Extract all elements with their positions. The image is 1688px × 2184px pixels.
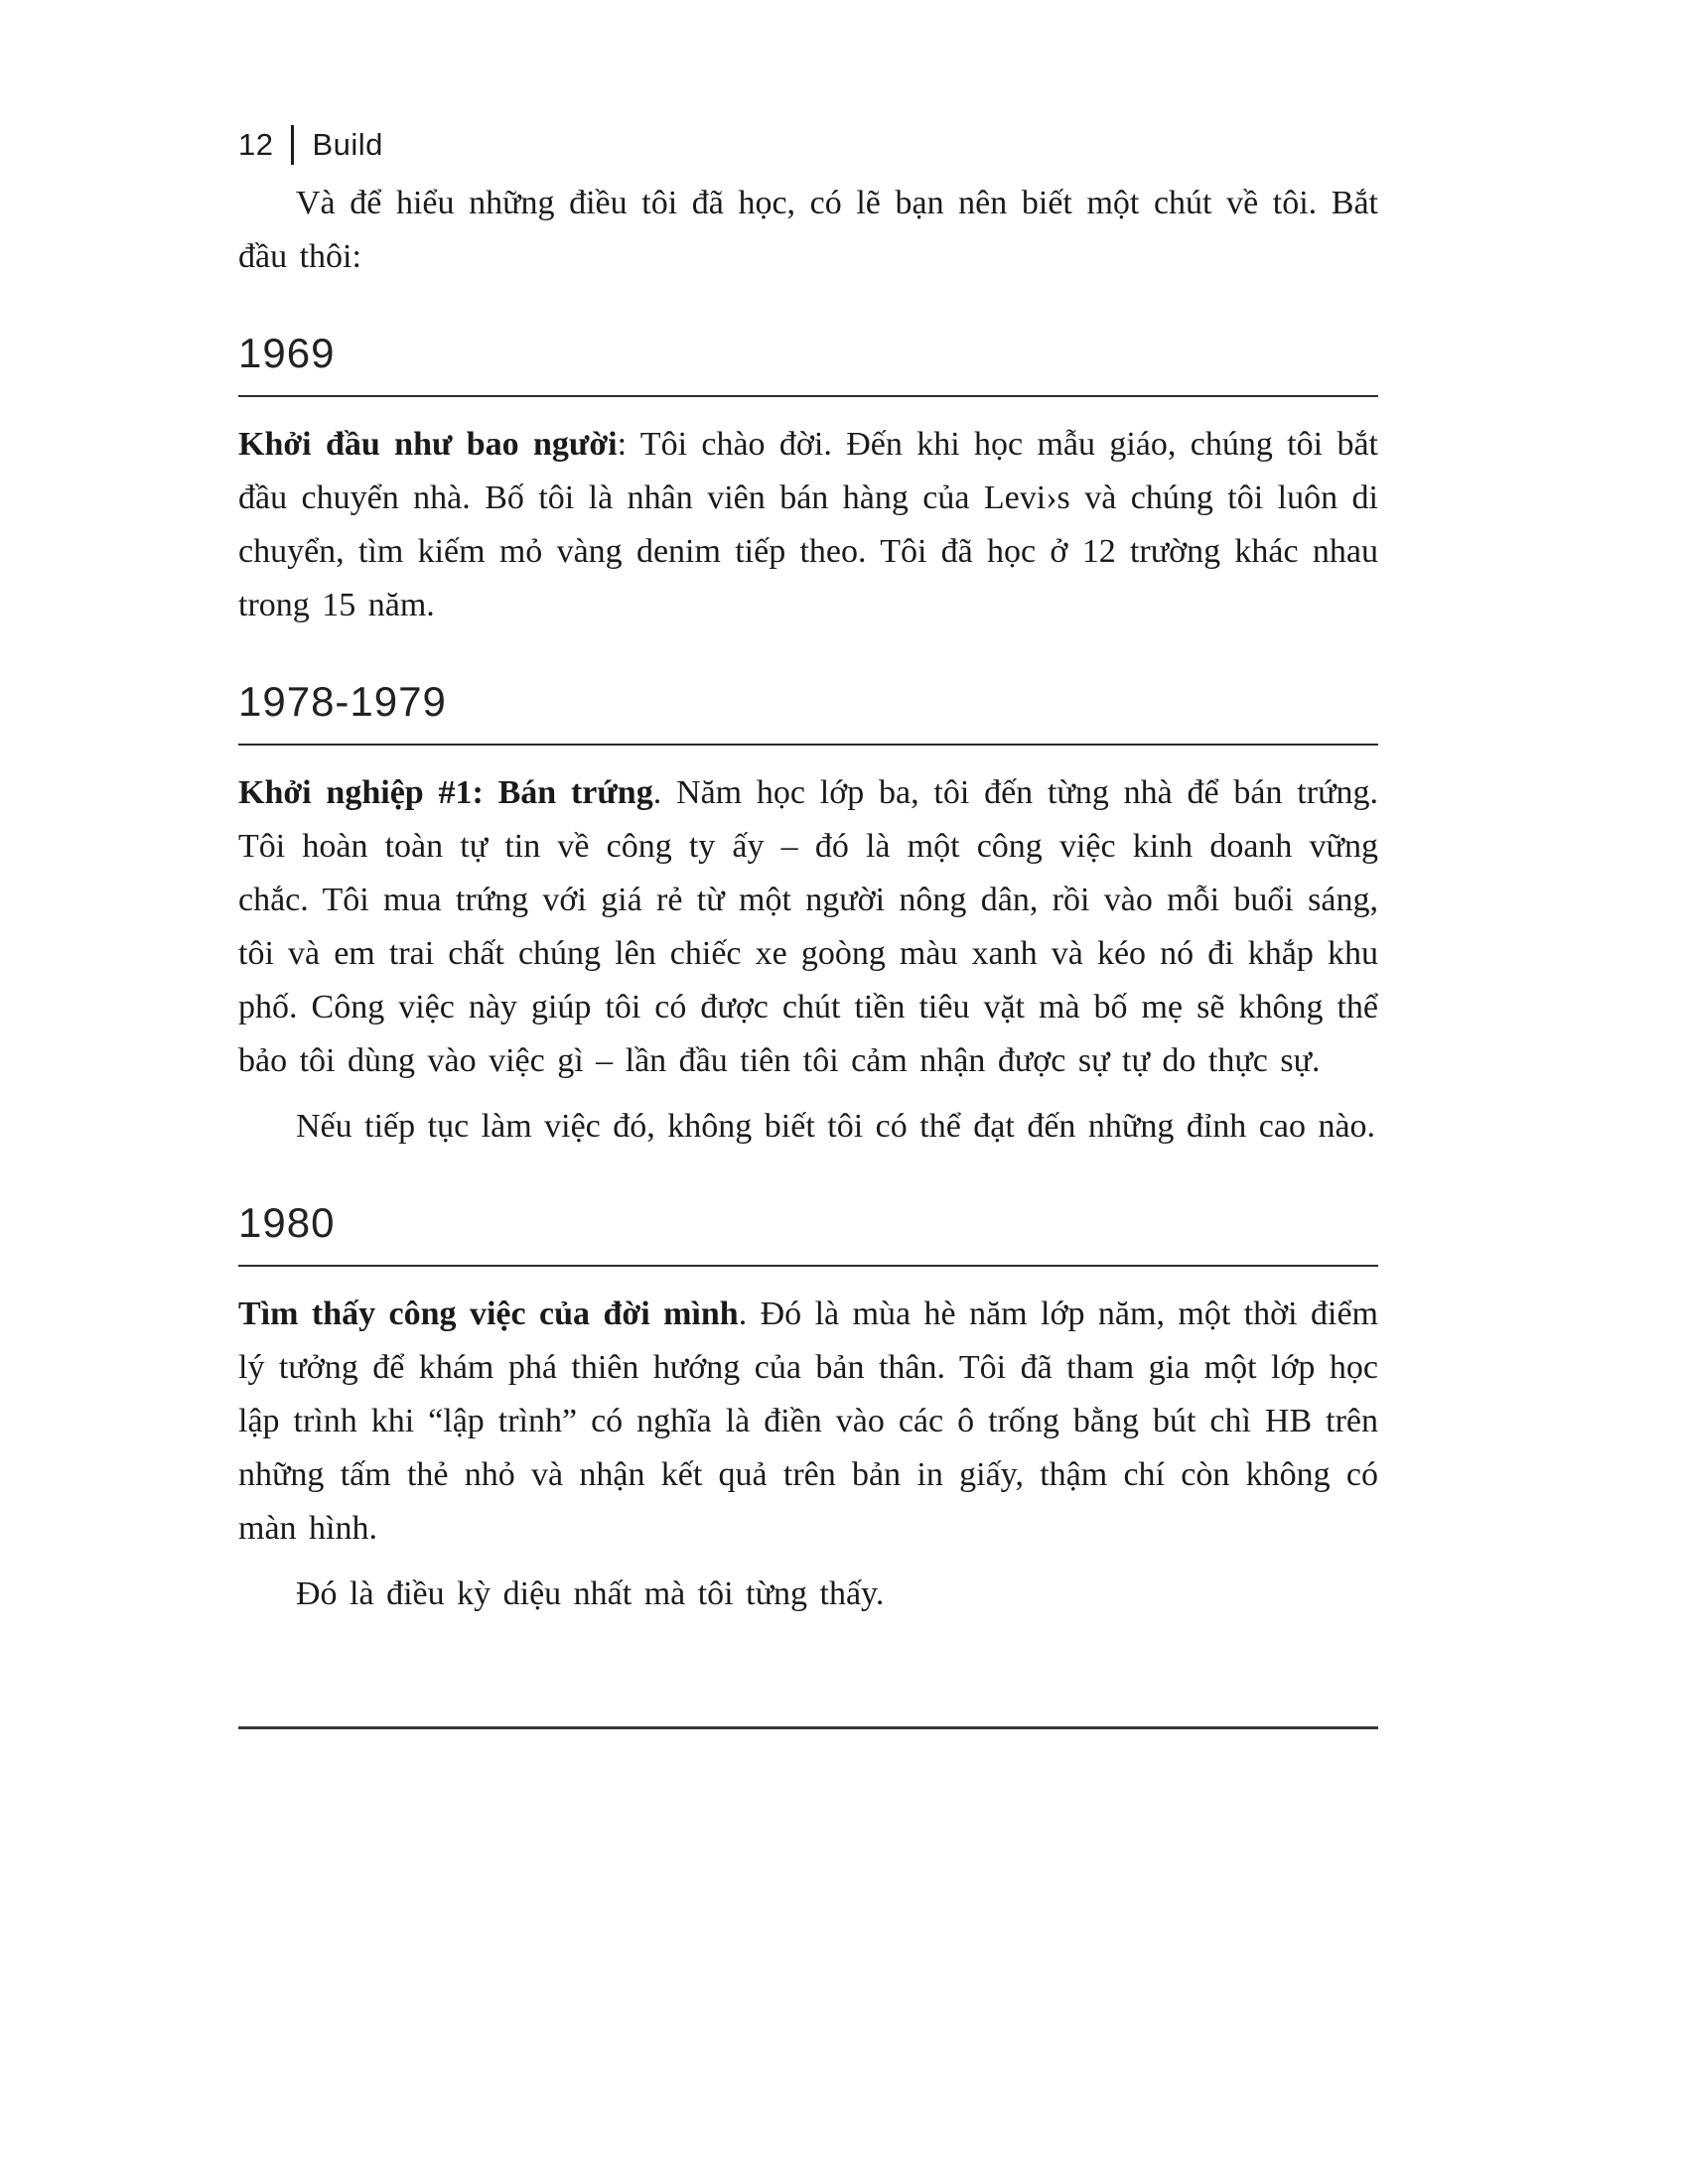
running-head xyxy=(238,125,1378,165)
book-title: Build xyxy=(312,127,383,162)
section-rule-1969 xyxy=(238,395,1378,397)
paragraph-1980-lead: Tìm thấy công việc của đời mình xyxy=(238,1296,739,1332)
section-heading-1978-1979: 1978-1979 xyxy=(238,678,447,725)
section-rule-1980 xyxy=(238,1265,1378,1267)
paragraph-1978-1979-body: . Năm học lớp ba, tôi đến từng nhà để bán trứng. Tôi hoàn toàn tự tin về công ty ấy – đó là một công việc kinh doanh vững chắc. Tôi mua trứng với giá rẻ từ một người nông dân, rồi vào mỗi buổi sáng, tôi và em trai chất chúng lên chiếc xe goòng màu xanh và kéo nó đi khắp khu phố. Công việc này giúp tôi có được chút tiền tiêu vặt mà bố mẹ sẽ không thể bảo tôi dùng vào việc gì – lần đầu tiên tôi cảm nhận được sự tự do thực sự. xyxy=(238,774,1378,1079)
footer-rule xyxy=(238,1726,1378,1729)
paragraph-1969-lead: Khởi đầu như bao người xyxy=(238,426,618,463)
section-heading-1980: 1980 xyxy=(238,1199,336,1246)
intro-paragraph: Và để hiểu những điều tôi đã học, có lẽ bạn nên biết một chút về tôi. Bắt đầu thôi: xyxy=(238,185,1378,275)
paragraph-1978-1979-lead: Khởi nghiệp #1: Bán trứng xyxy=(238,774,653,811)
page-number: 12 xyxy=(238,127,274,162)
paragraph-1969-body: : Tôi chào đời. Đến khi học mẫu giáo, chúng tôi bắt đầu chuyển nhà. Bố tôi là nhân viên bán hàng của Levi›s và chúng tôi luôn di chuyển, tìm kiếm mỏ vàng denim tiếp theo. Tôi đã học ở 12 trường khác nhau trong 15 năm. xyxy=(238,426,1378,623)
paragraph-1980-followup: Đó là điều kỳ diệu nhất mà tôi từng thấy. xyxy=(296,1575,885,1612)
paragraph-1969 xyxy=(238,418,1378,632)
section-rule-1978-1979 xyxy=(238,744,1378,746)
paragraph-1978-1979-followup: Nếu tiếp tục làm việc đó, không biết tôi có thể đạt đến những đỉnh cao nào. xyxy=(296,1108,1376,1145)
header-divider-bar xyxy=(291,125,294,165)
paragraph-1978-1979 xyxy=(238,766,1378,1088)
section-heading-1969: 1969 xyxy=(238,330,336,376)
paragraph-1980 xyxy=(238,1288,1378,1556)
paragraph-1980-body: . Đó là mùa hè năm lớp năm, một thời điểm lý tưởng để khám phá thiên hướng của bản thân. Tôi đã tham gia một lớp học lập trình khi “lập trình” có nghĩa là điền vào các ô trống bằng bút chì HB trên những tấm thẻ nhỏ và nhận kết quả trên bản in giấy, thậm chí còn không có màn hình. xyxy=(238,1296,1378,1547)
